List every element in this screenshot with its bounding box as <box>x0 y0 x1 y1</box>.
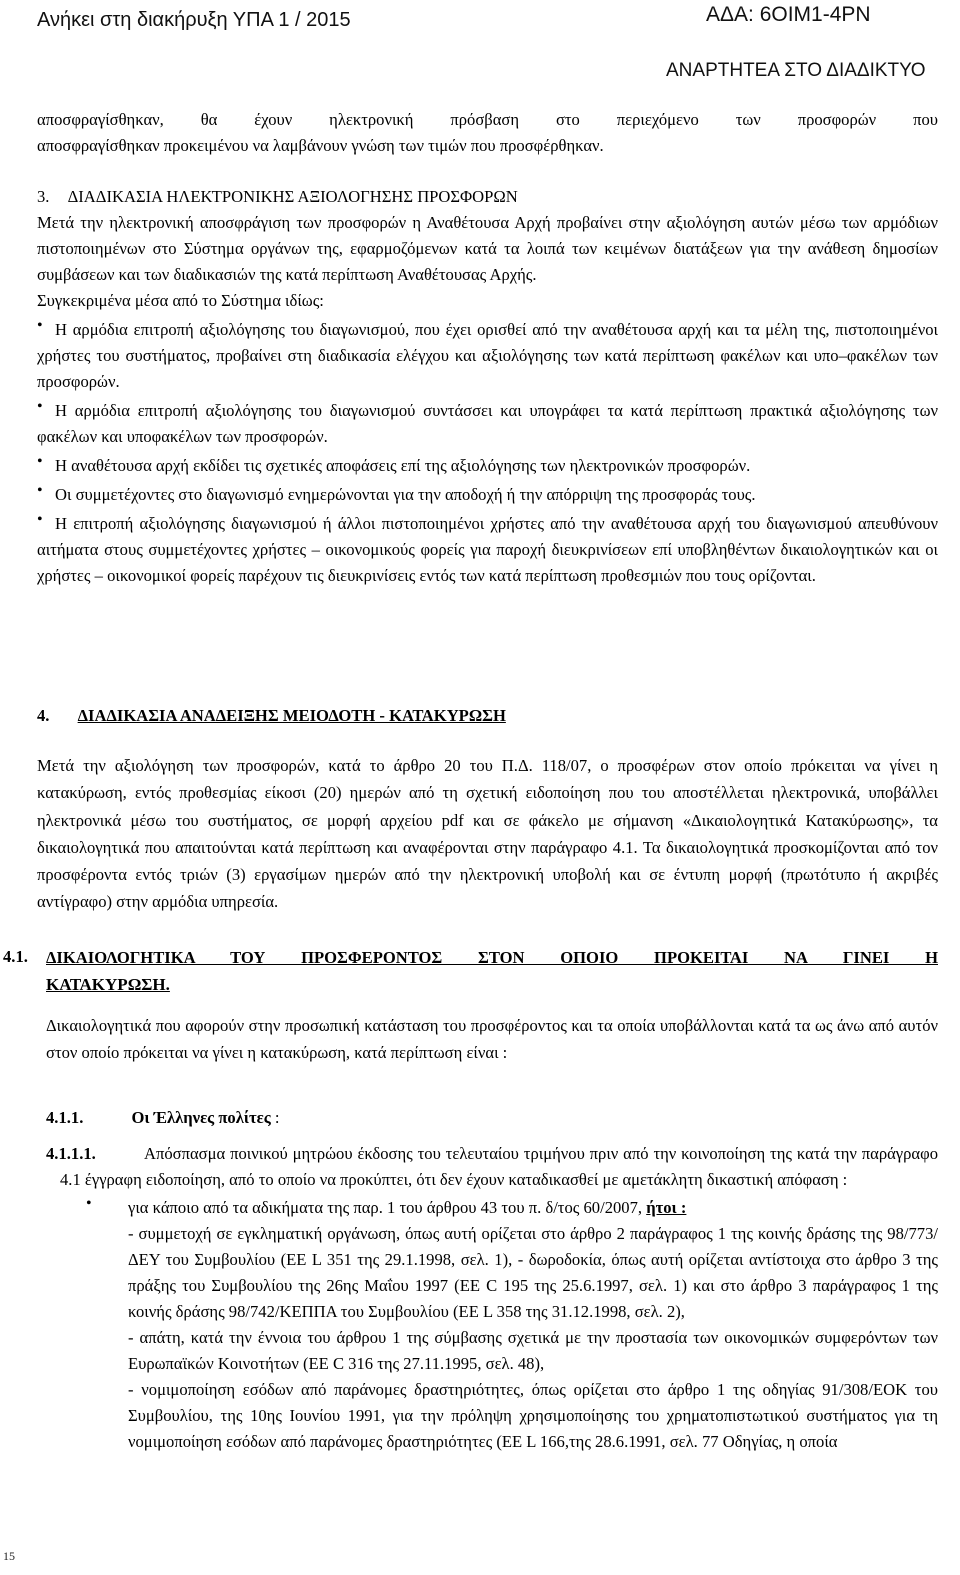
section-4-1-number: 4.1. <box>3 947 28 966</box>
section-4-number: 4. <box>37 706 50 725</box>
intro-line-1: αποσφραγίσθηκαν, θα έχουν ηλεκτρονική πρόσβαση στο περιεχόμενο των προσφορών που <box>37 110 938 129</box>
list-item-text: Η αρμόδια επιτροπή αξιολόγησης του διαγωνισμού, που έχει ορισθεί από την αναθέτουσα αρχή και τα μέλη της, πιστοποιημένοι χρήστες του συστήματος, προβαίνει στη διαδικασία ελέγχου και αξιολόγησης των κατά περίπτωση φακέλων και υπο–φακέλων των προσφορών. <box>37 320 938 391</box>
list-item <box>37 398 938 450</box>
section-4-heading <box>37 703 938 729</box>
section-4-body <box>37 752 938 916</box>
section-3-title: ΔΙΑΔΙΚΑΣΙΑ ΗΛΕΚΤΡΟΝΙΚΗΣ ΑΞΙΟΛΟΓΗΣΗΣ ΠΡΟΣΦΟΡΩΝ <box>67 187 518 206</box>
offences-list <box>46 1221 938 1455</box>
section-4-1-1-line <box>46 1105 938 1131</box>
offences-bullet-text <box>86 1195 938 1221</box>
section-4-paragraph: Μετά την αξιολόγηση των προσφορών, κατά το άρθρο 20 του Π.Δ. 118/07, ο προσφέρων στον οποίο πρόκειται να γίνει η κατακύρωση, εντός προθεσμίας είκοσι (20) ημερών από τη σχετική ειδοποίηση που του αποστέλλεται ηλεκτρονικά, υποβάλλει ηλεκτρονικά μέσω του συστήματος, σε μορφή αρχείου pdf και σε φάκελο με σήμανση «Δικαιολογητικά Κατακύρωσης», τα δικαιολογητικά που απαιτούνται κατά περίπτωση και αναφέρονται στην παράγραφο 4.1. Τα δικαιολογητικά προσκομίζονται από τον προσφέροντα εντός τριών (3) εργασίμων ημερών από την ηλεκτρονική υποβολή και σε έντυπη μορφή (πρωτότυπο ή ακριβές αντίγραφο) στην αρμόδια υπηρεσία. <box>37 756 938 912</box>
offence-item: - απάτη, κατά την έννοια του άρθρου 1 της σύμβασης σχετικά με την προστασία των οικονομικών συμφερόντων των Ευρωπαϊκών Κοινοτήτων (ΕΕ C 316 της 27.11.1995, σελ. 48), <box>128 1328 938 1373</box>
section-3-paragraph: Μετά την ηλεκτρονική αποσφράγιση των προσφορών η Αναθέτουσα Αρχή προβαίνει στην αξιολόγηση αυτών μέσω των αρμόδιων πιστοποιημένων στο Σύστημα οργάνων της, εφαρμοζόμενων κατά τα λοιπά των κειμένων διατάξεων για την ανάθεση δημοσίων συμβάσεων και των διαδικασιών της κατά περίπτωση Αναθέτουσας Αρχής. <box>37 213 938 284</box>
section-4-1-body <box>46 1012 938 1067</box>
header-ada-code: ΑΔΑ: 6ΟΙΜ1-4ΡΝ <box>706 3 871 26</box>
bullet-icon: • <box>37 482 43 499</box>
bullet-icon: • <box>37 398 43 415</box>
section-3-bullet-list <box>37 317 938 589</box>
list-item-text: Η επιτροπή αξιολόγησης διαγωνισμού ή άλλοι πιστοποιημένοι χρήστες από την αναθέτουσα αρχή του διαγωνισμού απευθύνουν αιτήματα στους συμμετέχοντες χρήστες – οικονομικούς φορείς για παροχή διευκρινίσεων επί υποβληθέντων δικαιολογητικών και οι χρήστες – οικονομικοί φορείς παρέχουν τις διευκρινίσεις εντός των κατά περίπτωση προθεσμιών που τους ορίζονται. <box>37 514 938 585</box>
section-4-1-1-1 <box>46 1141 938 1455</box>
header-posting-note: ΑΝΑΡΤΗΤΕΑ ΣΤΟ ΔΙΑΔΙΚΤΥΟ <box>666 60 926 81</box>
list-item <box>37 453 938 479</box>
offences-bullet-emphasis: ήτοι : <box>646 1198 687 1217</box>
section-4-1-1-number: 4.1.1. <box>46 1108 84 1127</box>
section-4-1-title-line-1: ΔΙΚΑΙΟΛΟΓΗΤΙΚΑ ΤΟΥ ΠΡΟΣΦΕΡΟΝΤΟΣ ΣΤΟΝ ΟΠΟΙΟ ΠΡΟΚΕΙΤΑΙ ΝΑ ΓΙΝΕΙ Η <box>46 948 938 967</box>
section-4-1-1-1-number: 4.1.1.1. <box>46 1144 96 1163</box>
bullet-icon: • <box>37 511 43 528</box>
offences-bullet <box>86 1195 938 1221</box>
bullet-icon: • <box>86 1195 92 1212</box>
header-document-id: Ανήκει στη διακήρυξη ΥΠΑ 1 / 2015 <box>37 9 351 31</box>
intro-paragraph <box>37 107 938 159</box>
section-3-heading <box>37 184 938 210</box>
section-3-number: 3. <box>37 187 50 206</box>
section-4-1-1-1-paragraph <box>46 1141 938 1193</box>
section-3 <box>37 184 938 589</box>
section-4-1-1-heading <box>46 1105 938 1131</box>
intro-line-2: αποσφραγίσθηκαν προκειμένου να λαμβάνουν γνώση των τιμών που προσφέρθηκαν. <box>37 136 604 155</box>
list-item <box>37 482 938 508</box>
section-4-title: ΔΙΑΔΙΚΑΣΙΑ ΑΝΑΔΕΙΞΗΣ ΜΕΙΟΔΟΤΗ - ΚΑΤΑΚΥΡΩΣΗ <box>77 706 506 725</box>
list-item <box>37 317 938 395</box>
section-4-1-title <box>46 944 938 998</box>
section-4-1-1-title: Οι Έλληνες πολίτες <box>131 1108 271 1127</box>
section-4-1-title-line-2: ΚΑΤΑΚΥΡΩΣΗ. <box>46 975 170 994</box>
list-item-text: Η αρμόδια επιτροπή αξιολόγησης του διαγωνισμού συντάσσει και υπογράφει τα κατά περίπτωση πρακτικά αξιολόγησης των φακέλων και υποφακέλων των προσφορών. <box>37 401 938 446</box>
list-item <box>37 511 938 589</box>
section-4-1-heading <box>3 944 938 998</box>
section-4-1-1-colon: : <box>270 1108 280 1127</box>
bullet-icon: • <box>37 453 43 470</box>
offence-item: - συμμετοχή σε εγκληματική οργάνωση, όπως αυτή ορίζεται στο άρθρο 2 παράγραφος 1 της κοινής δράσης της 98/773/ΔΕΥ του Συμβουλίου (ΕΕ L 351 της 29.1.1998, σελ. 1), - δωροδοκία, όπως αυτή ορίζεται αντίστοιχα στο άρθρο 3 της πράξης του Συμβουλίου της 26ης Μαΐου 1997 (ΕΕ C 195 της 25.6.1997, σελ. 1) και στο άρθρο 3 παράγραφος 1 της κοινής δράσης 98/742/ΚΕΠΠΑ του Συμβουλίου (ΕΕ L 358 της 31.12.1998, σελ. 2), <box>128 1224 938 1321</box>
offence-item: - νομιμοποίηση εσόδων από παράνομες δραστηριότητες, όπως ορίζεται στο άρθρο 1 της οδηγίας 91/308/ΕΟΚ του Συμβουλίου, της 10ης Ιουνίου 1991, για την πρόληψη χρησιμοποίησης του χρηματοπιστωτικού συστήματος για τη νομιμοποίηση εσόδων από παράνομες δραστηριότητες (ΕΕ L 166,της 28.6.1991, σελ. 77 Οδηγίας, η οποία <box>128 1380 938 1451</box>
section-4-1-1-1-text: Απόσπασμα ποινικού μητρώου έκδοσης του τελευταίου τριμήνου πριν από την κοινοποίηση της κατά την παράγραφο 4.1 έγγραφη ειδοποίηση, από το οποίο να προκύπτει, ότι δεν έχουν καταδικασθεί με αμετάκλητη δικαστική απόφαση : <box>60 1144 938 1189</box>
section-3-lead: Συγκεκριμένα μέσα από το Σύστημα ιδίως: <box>37 291 324 310</box>
list-item-text: Οι συμμετέχοντες στο διαγωνισμό ενημερώνονται για την αποδοχή ή την απόρριψη της προσφοράς τους. <box>55 485 756 504</box>
offences-bullet-lead: για κάποιο από τα αδικήματα της παρ. 1 του άρθρου 43 του π. δ/τος 60/2007, <box>128 1198 647 1217</box>
list-item-text: Η αναθέτουσα αρχή εκδίδει τις σχετικές αποφάσεις επί της αξιολόγησης των ηλεκτρονικών προσφορών. <box>55 456 751 475</box>
page-number: 15 <box>3 1549 15 1563</box>
bullet-icon: • <box>37 317 43 334</box>
section-4-1-paragraph: Δικαιολογητικά που αφορούν στην προσωπική κατάσταση του προσφέροντος και τα οποία υποβάλλονται κατά τα ως άνω από αυτόν στον οποίο πρόκειται να γίνει η κατακύρωση, κατά περίπτωση είναι : <box>46 1016 938 1063</box>
section-4 <box>37 703 938 729</box>
